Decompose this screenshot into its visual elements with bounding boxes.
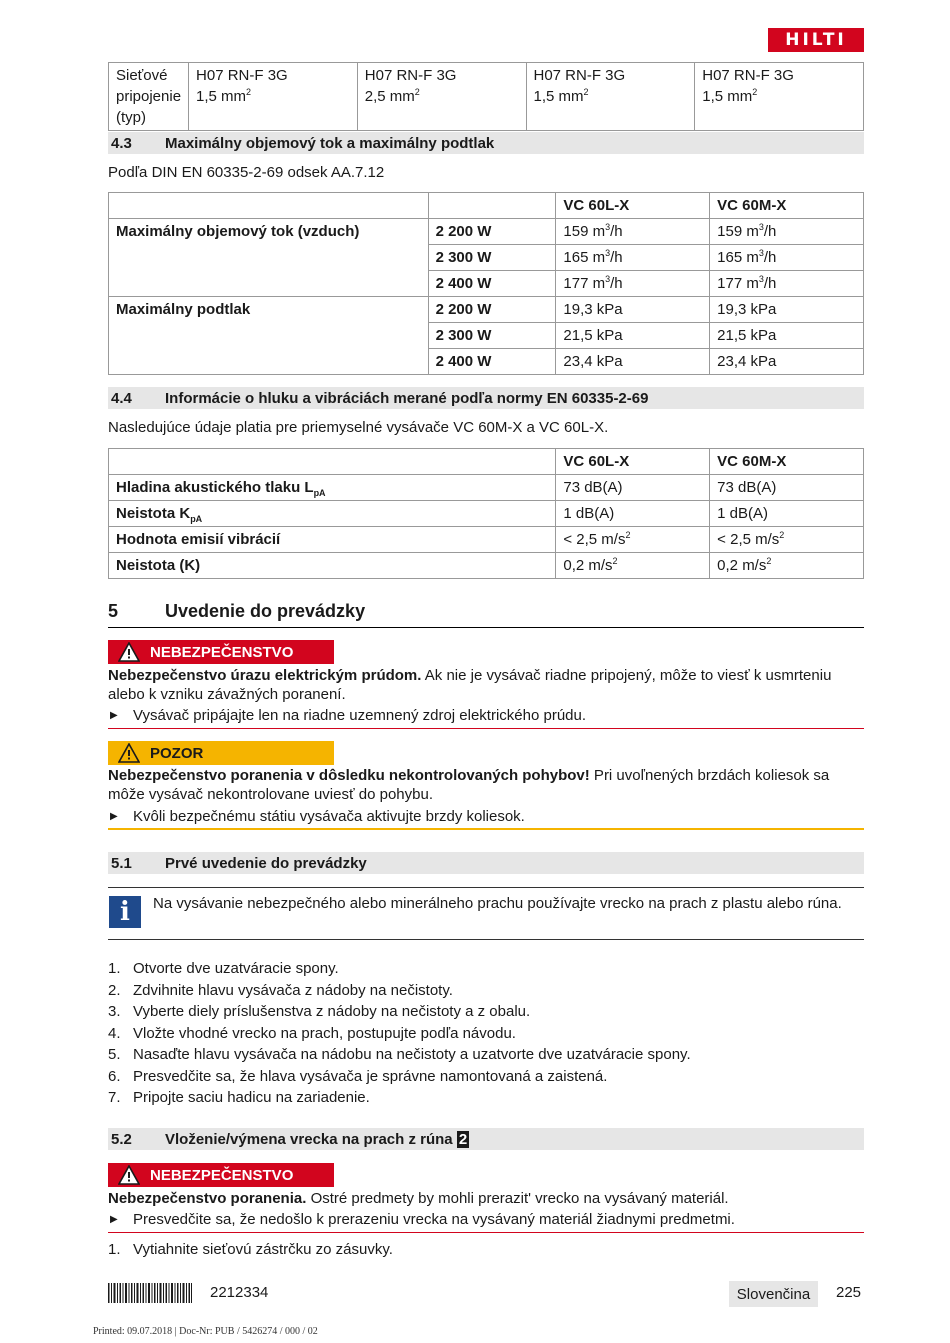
danger-label: NEBEZPEČENSTVO bbox=[108, 640, 334, 664]
list-item: 4. Vložte vhodné vrecko na prach, postupujte podľa návodu. bbox=[108, 1024, 516, 1042]
page-number: 225 bbox=[836, 1284, 862, 1301]
table-cell: H07 RN-F 3G 2,5 $mm^2$ bbox=[357, 63, 526, 131]
warning-triangle-icon bbox=[108, 642, 150, 662]
divider bbox=[108, 1232, 864, 1233]
table-row: 2 400 W 23,4 kPa 23,4 kPa bbox=[109, 349, 864, 375]
bullet-arrow-icon: ▶ bbox=[110, 1214, 118, 1225]
info-icon: i bbox=[109, 896, 141, 928]
section-4-3-intro: Podľa DIN EN 60335-2-69 odsek AA.7.12 bbox=[108, 164, 385, 181]
table-row: Maximálny objemový tok (vzduch) 2 200 W 159 $m^3/h$ 159 $m^3/h$ bbox=[109, 219, 864, 245]
table-row: 2 400 W 177 $m^3/h$ 177 $m^3/h$ bbox=[109, 271, 864, 297]
caution-text: Nebezpečenstvo poranenia v dôsledku nekontrolovaných pohybov! Pri uvoľnených brzdách koliesok sa môže vysávač nekontrolovane uviesť do pohybu. bbox=[108, 767, 830, 803]
noise-vibration-table bbox=[108, 448, 864, 579]
table-row: Neistota (K) 0,2 $m/s^2$ 0,2 $m/s^2$ bbox=[109, 553, 864, 579]
list-item: 7. Pripojte saciu hadicu na zariadenie. bbox=[108, 1089, 370, 1106]
list-item: 6. Presvedčite sa, že hlava vysávača je správne namontovaná a zaistená. bbox=[108, 1067, 608, 1085]
chapter-5-heading: 5 Uvedenie do prevádzky bbox=[108, 601, 864, 628]
table-cell: H07 RN-F 3G 1,5 $mm^2$ bbox=[695, 63, 864, 131]
divider bbox=[108, 828, 864, 830]
danger-instruction: ▶ Presvedčite sa, že nedošlo k prerazeniu vrecka na vysávaný materiál žiadnymi predmetmi. bbox=[110, 1211, 735, 1228]
list-item: 1. Vytiahnite sieťovú zástrčku zo zásuvky. bbox=[108, 1241, 393, 1258]
row-label-flow: Maximálny objemový tok (vzduch) bbox=[109, 219, 429, 297]
table-row: Maximálny podtlak 2 200 W 19,3 kPa 19,3 kPa bbox=[109, 297, 864, 323]
col-header-vc60m: VC 60M-X bbox=[710, 193, 864, 219]
caution-label: POZOR bbox=[108, 741, 334, 765]
table-cell: H07 RN-F 3G 1,5 $mm^2$ bbox=[189, 63, 358, 131]
barcode bbox=[108, 1283, 192, 1303]
section-5-2-heading: 5.2 Vloženie/výmena vrecka na prach z rúna 2 bbox=[108, 1128, 864, 1150]
col-header-vc60l: VC 60L-X bbox=[556, 193, 710, 219]
document-code: 2212334 bbox=[210, 1284, 269, 1301]
table-cell: H07 RN-F 3G 1,5 $mm^2$ bbox=[526, 63, 695, 131]
danger-label: NEBEZPEČENSTVO bbox=[108, 1163, 334, 1187]
list-item: 3. Vyberte diely príslušenstva z nádoby na nečistoty a z obalu. bbox=[108, 1003, 531, 1020]
language-label: Slovenčina bbox=[729, 1281, 818, 1307]
table-row: Neistota $K_{pA}$ 1 dB(A) 1 dB(A) bbox=[109, 501, 864, 527]
bullet-arrow-icon: ▶ bbox=[110, 710, 118, 721]
section-4-3-heading: 4.3 Maximálny objemový tok a maximálny podtlak bbox=[108, 132, 864, 154]
danger-text: Nebezpečenstvo poranenia. Ostré predmety by mohli prerazit' vrecko na vysávaný materiál. bbox=[108, 1190, 729, 1207]
section-5-1-heading: 5.1 Prvé uvedenie do prevádzky bbox=[108, 852, 864, 874]
bullet-arrow-icon: ▶ bbox=[110, 811, 118, 822]
steps-list bbox=[108, 958, 864, 1109]
table-cell: Sieťové pripojenie (typ) bbox=[109, 63, 189, 131]
print-info: Printed: 09.07.2018 | Doc-Nr: PUB / 5426274 / 000 / 02 bbox=[93, 1326, 318, 1337]
divider bbox=[108, 728, 864, 729]
list-item: 5. Nasaďte hlavu vysávača na nádobu na nečistoty a uzatvorte dve uzatváracie spony. bbox=[108, 1046, 691, 1063]
danger-text: Nebezpečenstvo úrazu elektrickým prúdom. Ak nie je vysávač riadne pripojený, môže to viesť k usmrteniu alebo k vzniku závažných poranení. bbox=[108, 667, 832, 703]
danger-instruction: ▶ Vysávač pripájajte len na riadne uzemnený zdroj elektrického prúdu. bbox=[110, 707, 587, 724]
power-connection-table bbox=[108, 62, 864, 131]
table-header-row bbox=[109, 193, 864, 219]
section-4-4-heading: 4.4 Informácie o hluku a vibráciách merané podľa normy EN 60335-2-69 bbox=[108, 387, 864, 409]
table-header-row: VC 60L-X VC 60M-X bbox=[109, 449, 864, 475]
info-box: i Na vysávanie nebezpečného alebo minerálneho prachu používajte vrecko na prach z plastu alebo rúna. bbox=[108, 887, 864, 940]
table-row: 2 300 W 165 $m^3/h$ 165 $m^3/h$ bbox=[109, 245, 864, 271]
warning-triangle-icon bbox=[108, 1165, 150, 1185]
table-row bbox=[109, 63, 864, 131]
hilti-logo: HILTI bbox=[768, 28, 864, 52]
steps-list bbox=[108, 1239, 864, 1261]
table-row: Hladina akustického tlaku $L_{pA}$ 73 dB(A) 73 dB(A) bbox=[109, 475, 864, 501]
table-row: Hodnota emisií vibrácií < 2,5 $m/s^2$ < 2,5 $m/s^2$ bbox=[109, 527, 864, 553]
figure-reference: 2 bbox=[458, 1130, 468, 1148]
table-row: 2 300 W 21,5 kPa 21,5 kPa bbox=[109, 323, 864, 349]
row-label-vacuum: Maximálny podtlak bbox=[109, 297, 429, 375]
caution-instruction: ▶ Kvôli bezpečnému státiu vysávača aktivujte brzdy koliesok. bbox=[110, 808, 525, 825]
flow-vacuum-table bbox=[108, 192, 864, 375]
section-4-4-intro: Nasledujúce údaje platia pre priemyselné vysávače VC 60M-X a VC 60L-X. bbox=[108, 419, 609, 436]
list-item: 2. Zdvihnite hlavu vysávača z nádoby na nečistoty. bbox=[108, 981, 453, 999]
list-item: 1. Otvorte dve uzatváracie spony. bbox=[108, 960, 339, 977]
warning-triangle-icon bbox=[108, 743, 150, 763]
